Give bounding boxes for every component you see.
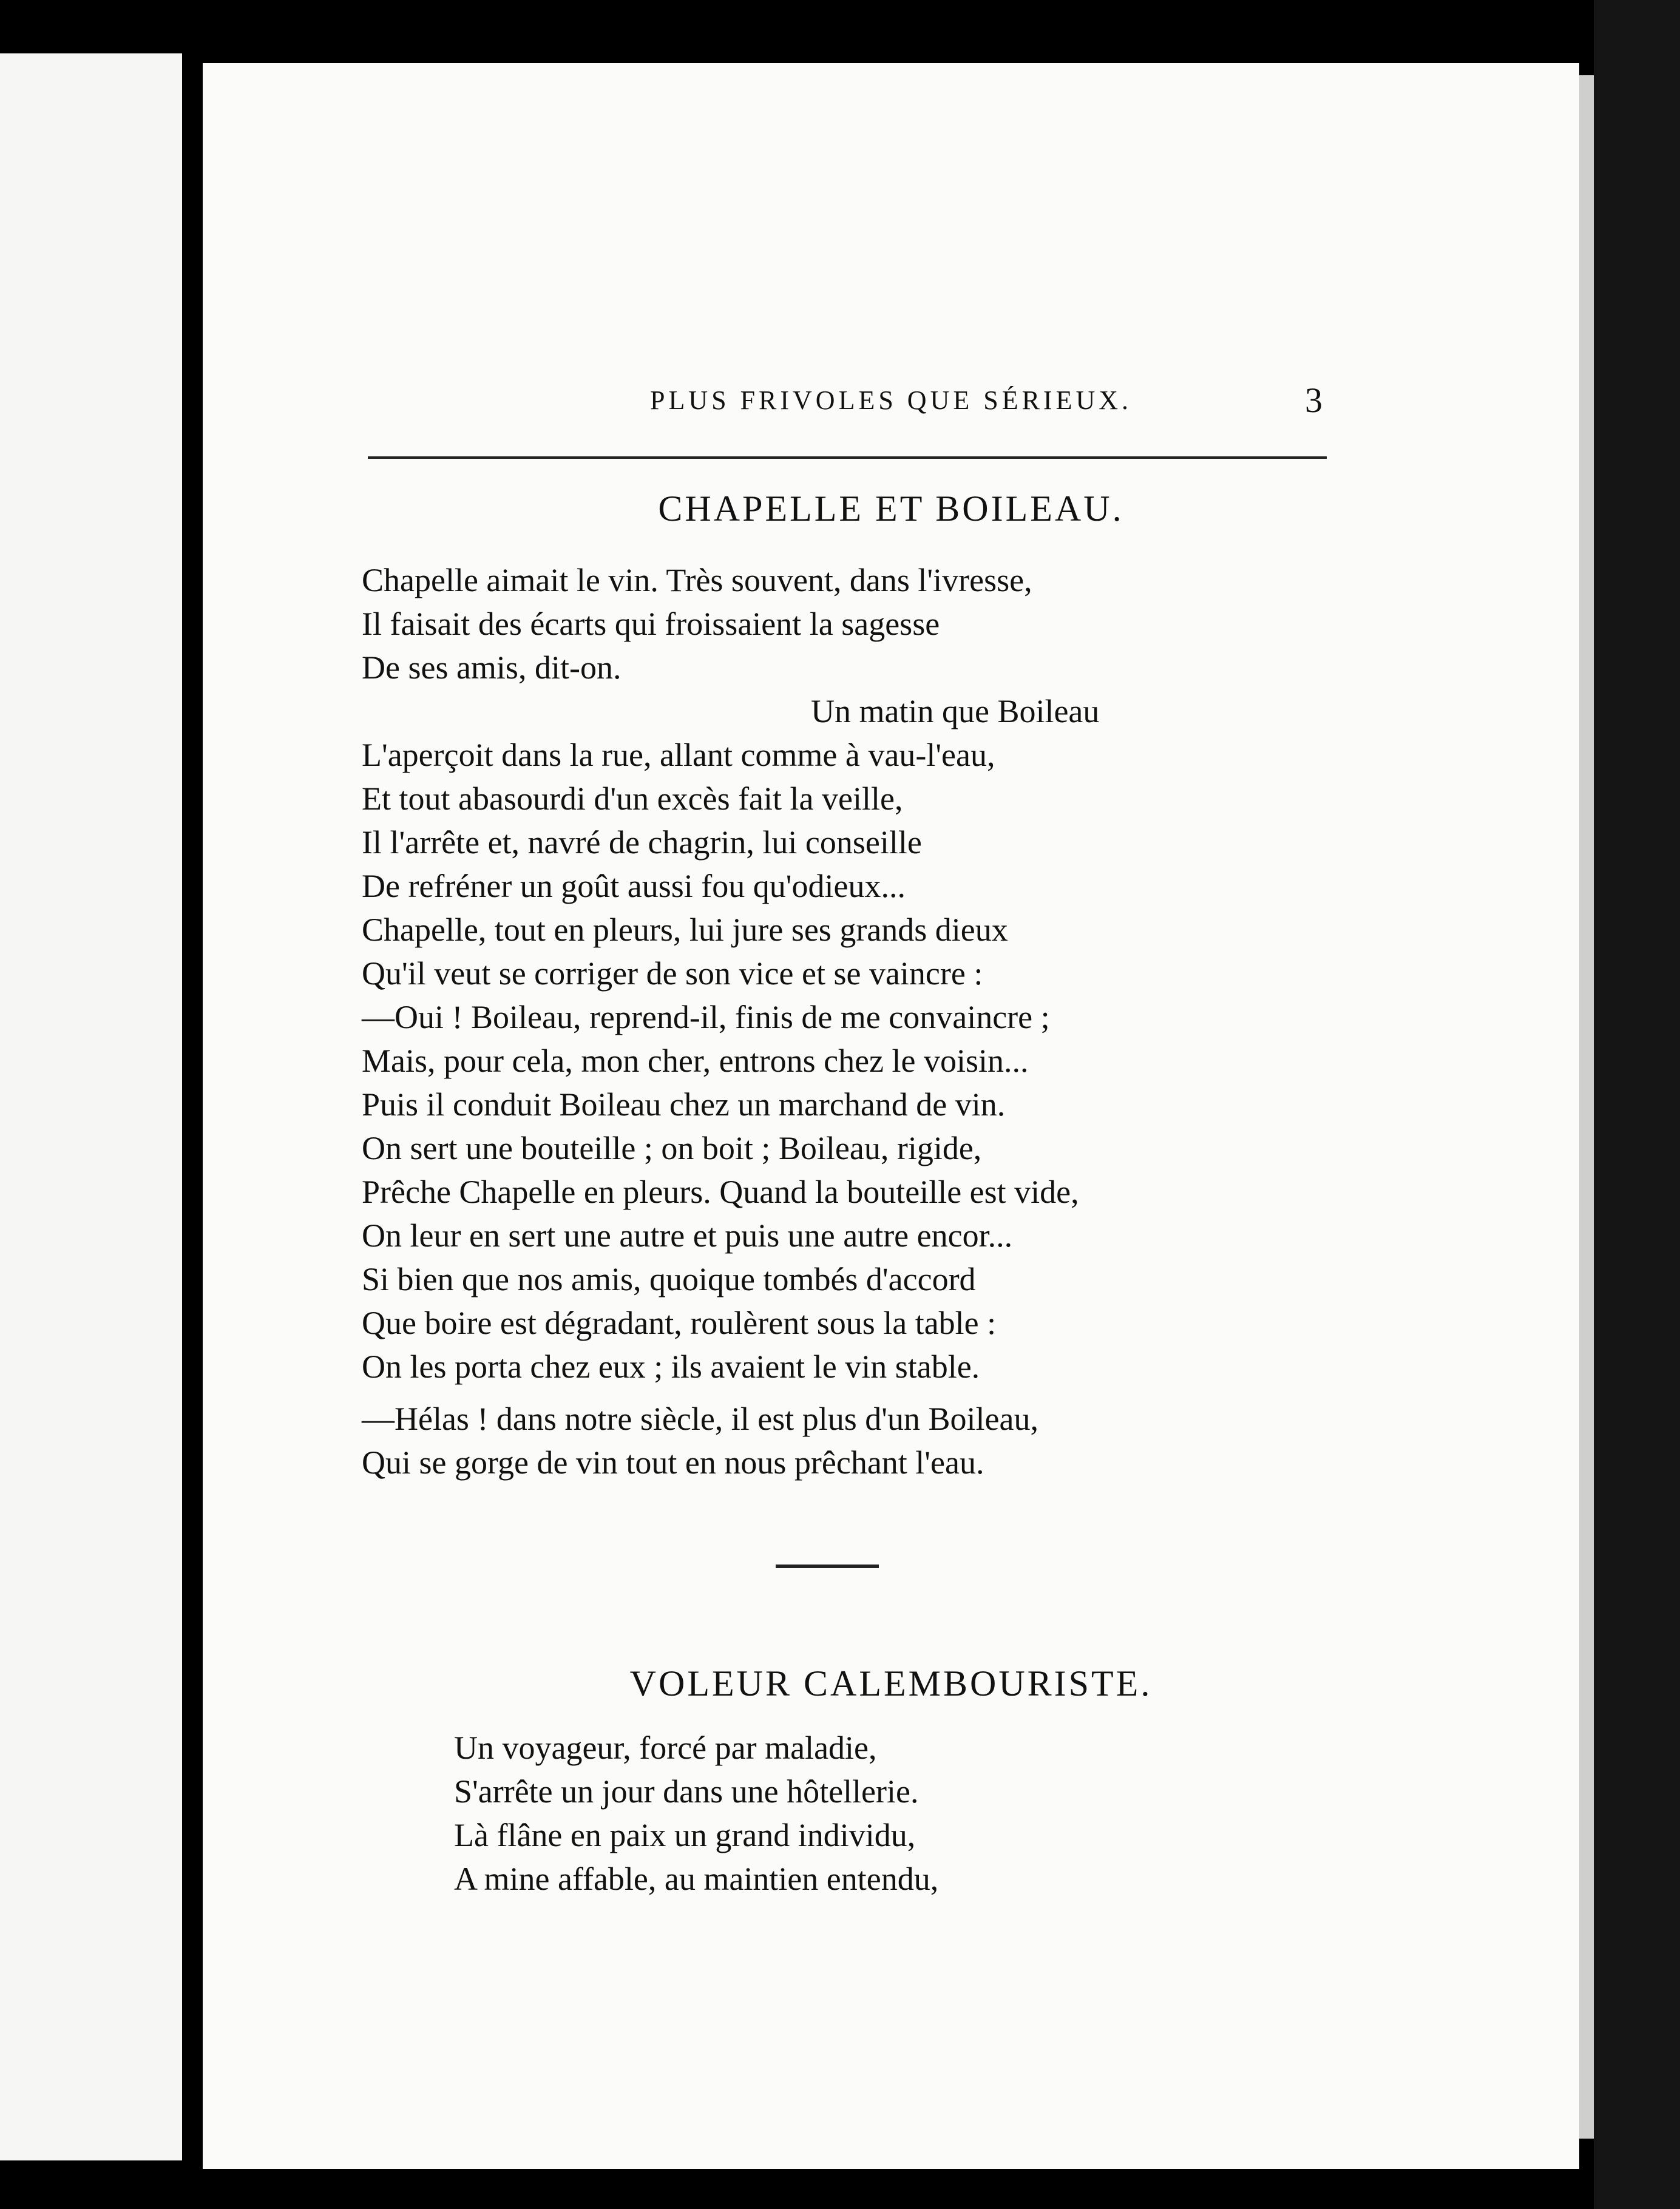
poem-line: Il faisait des écarts qui froissaient la sagesse xyxy=(362,606,940,642)
poem-line: Et tout abasourdi d'un excès fait la veille, xyxy=(362,780,903,817)
poem-line: —Oui ! Boileau, reprend-il, finis de me convaincre ; xyxy=(362,999,1050,1035)
poem-line: De ses amis, dit-on. xyxy=(362,649,622,686)
poem-title-voleur: VOLEUR CALEMBOURISTE. xyxy=(629,1663,1153,1703)
poem-line: Un matin que Boileau xyxy=(811,693,1100,729)
poem-line: Mais, pour cela, mon cher, entrons chez le voisin... xyxy=(362,1043,1029,1079)
scan-background xyxy=(1594,0,1680,2209)
previous-page-edge xyxy=(0,53,182,2160)
book-page xyxy=(203,63,1579,2169)
header-rule xyxy=(368,456,1327,459)
poem-line: Puis il conduit Boileau chez un marchand de vin. xyxy=(362,1086,1006,1123)
poem-line: Si bien que nos amis, quoique tombés d'accord xyxy=(362,1261,976,1297)
poem-line: Qui se gorge de vin tout en nous prêchant l'eau. xyxy=(362,1444,984,1481)
poem-line: De refréner un goût aussi fou qu'odieux... xyxy=(362,868,906,904)
poem-voleur-calembouriste xyxy=(454,1726,1182,1901)
poem-line: Chapelle aimait le vin. Très souvent, dans l'ivresse, xyxy=(362,562,1032,598)
poem-line: —Hélas ! dans notre siècle, il est plus d'un Boileau, xyxy=(362,1401,1038,1437)
poem-line: Que boire est dégradant, roulèrent sous la table : xyxy=(362,1305,997,1341)
page-number: 3 xyxy=(1305,381,1323,420)
poem-line: Qu'il veut se corriger de son vice et se vaincre : xyxy=(362,955,983,992)
page-header xyxy=(203,381,1579,421)
poem-line: Là flâne en paix un grand individu, xyxy=(454,1817,916,1853)
poem-chapelle-et-boileau xyxy=(362,558,1309,1484)
poem-line: A mine affable, au maintien entendu, xyxy=(454,1861,939,1897)
running-title: PLUS FRIVOLES QUE SÉRIEUX. xyxy=(649,385,1133,415)
section-divider xyxy=(776,1565,879,1568)
poem-line: L'aperçoit dans la rue, allant comme à vau-l'eau, xyxy=(362,737,995,773)
poem-line: Prêche Chapelle en pleurs. Quand la bouteille est vide, xyxy=(362,1174,1079,1210)
poem-line: S'arrête un jour dans une hôtellerie. xyxy=(454,1773,919,1810)
poem-line: Un voyageur, forcé par maladie, xyxy=(454,1730,877,1766)
poem-title-chapelle: CHAPELLE ET BOILEAU. xyxy=(658,489,1124,529)
poem-line: On les porta chez eux ; ils avaient le vin stable. xyxy=(362,1348,980,1385)
poem-line: On sert une bouteille ; on boit ; Boileau, rigide, xyxy=(362,1130,982,1166)
poem-line: On leur en sert une autre et puis une autre encor... xyxy=(362,1217,1013,1254)
poem-line: Il l'arrête et, navré de chagrin, lui conseille xyxy=(362,824,922,861)
poem-line: Chapelle, tout en pleurs, lui jure ses grands dieux xyxy=(362,912,1008,948)
page-edge-shadow xyxy=(1579,75,1594,2139)
